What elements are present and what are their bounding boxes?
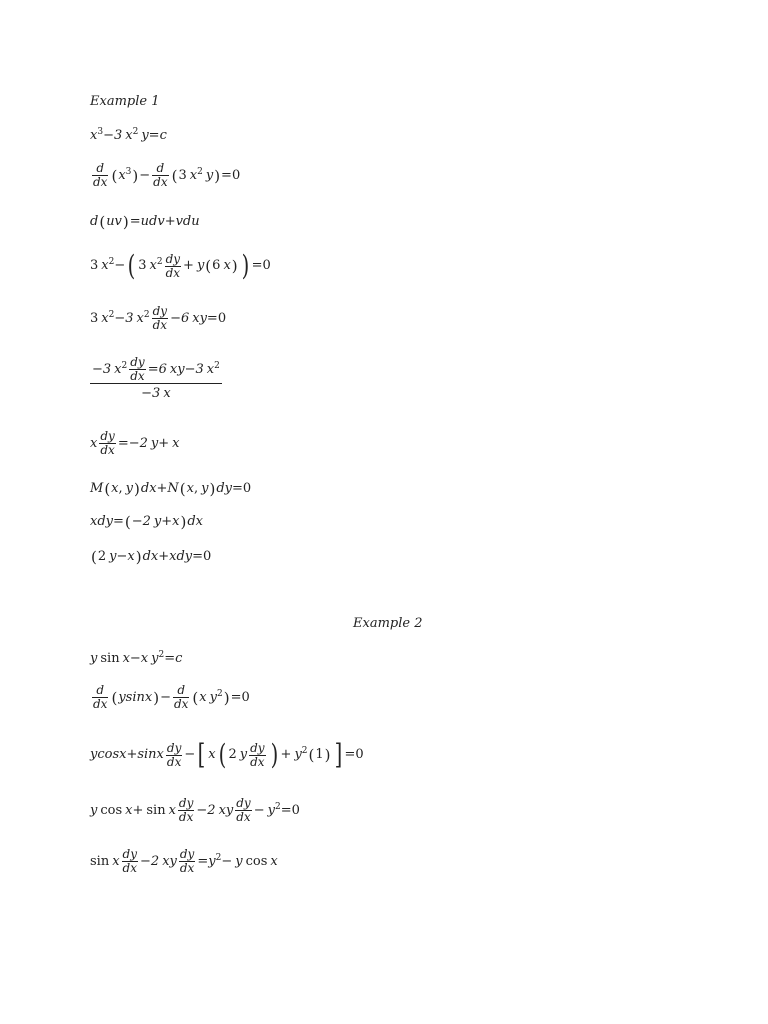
equation-1-1: x $^3$ −3 x $^2$ y=c	[90, 127, 167, 143]
equation-2-5: sin x $\frac{dy}{dx}$ −2 xy $\frac{dy}{dx}$ =y $^2$ − y cos x	[90, 847, 278, 875]
equation-1-9: xdy= ( −2 y+x ) dx	[90, 513, 204, 531]
example1-heading: Example 1	[90, 94, 160, 109]
equation-2-1: y sin x−x y $^2$ =c	[90, 650, 183, 666]
equation-1-7: x $\frac{dy}{dx}$ =−2 y+ x	[90, 429, 180, 457]
equation-1-3: d ( uv ) =udv+vdu	[90, 213, 200, 231]
equation-1-6: −3 x $^2$ $\frac{dy}{dx}$ =6 xy−3 x $^2$ −3 x	[92, 355, 220, 401]
equation-2-3: ycosx+sinx $\frac{dy}{dx}$ − [ x ( 2 y $\frac{dy}{dx}$ ) + y $^2$ ( 1 ) ] =0	[90, 738, 364, 771]
equation-1-10: ( 2 y−x ) dx+xdy= 0	[91, 548, 212, 566]
equation-2-4: y cos x+ sin x $\frac{dy}{dx}$ −2 xy $\frac{dy}{dx}$ − y $^2$ = 0	[90, 796, 300, 824]
example2-heading: Example 2	[353, 616, 423, 631]
equation-1-4: 3 x $^2$ − ( 3 x $^2$ $\frac{dy}{dx}$ + y ( 6 x ) ) =0	[90, 249, 271, 282]
equation-2-2: $\frac{d}{dx}$ ( ysinx ) − $\frac{d}{dx}$ ( x y $^2$ ) =0	[93, 683, 250, 711]
equation-1-8: M ( x , y ) dx+N ( x , y ) dy= 0	[90, 480, 252, 498]
equation-1-5: 3 x $^2$ −3 x $^2$ $\frac{dy}{dx}$ −6 xy= 0	[90, 304, 227, 332]
equation-1-2: $\frac{d}{dx}$ ( x $^3$ ) − $\frac{d}{dx}$ ( 3 x $^2$ y ) =0	[93, 161, 241, 189]
